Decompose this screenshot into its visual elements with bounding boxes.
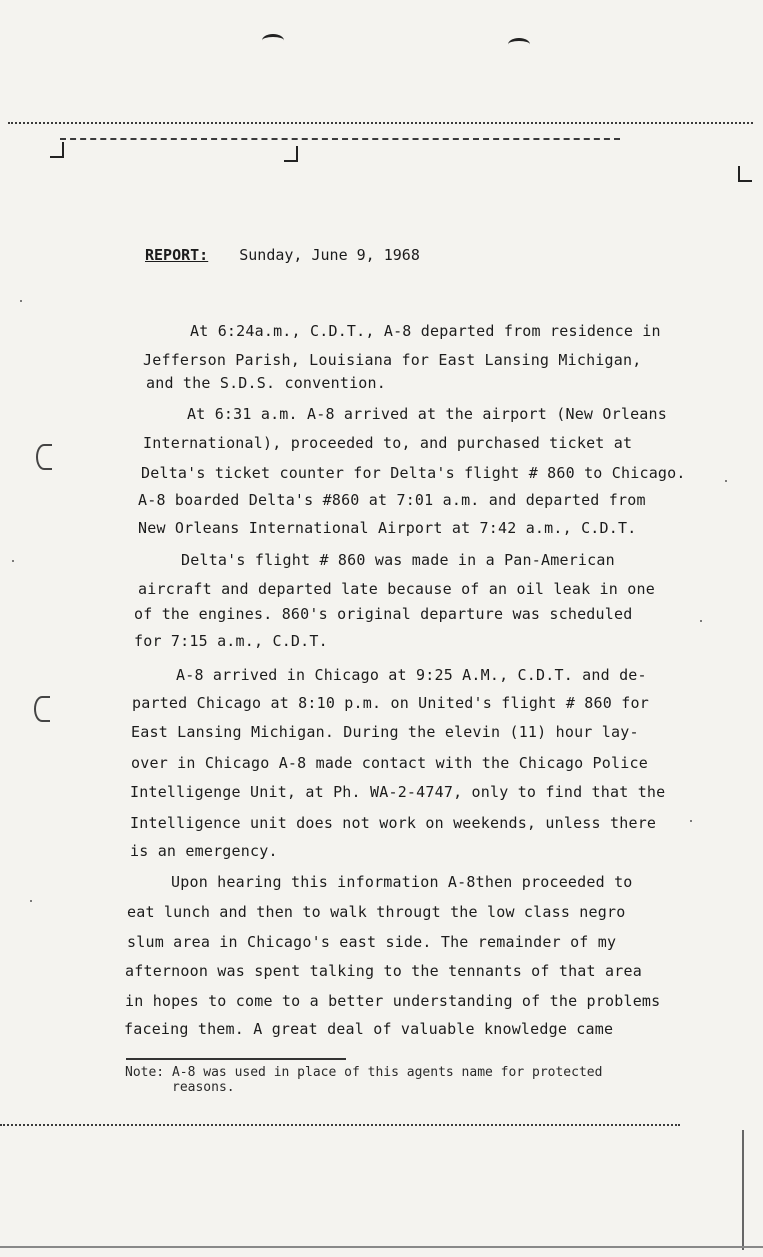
body-line: International), proceeded to, and purchased ticket at xyxy=(143,434,633,452)
body-line: over in Chicago A-8 made contact with the Chicago Police xyxy=(131,754,648,772)
page-edge-mark xyxy=(742,1130,745,1250)
speck xyxy=(20,300,22,302)
body-line: is an emergency. xyxy=(130,842,278,860)
body-line: Delta's ticket counter for Delta's flight # 860 to Chicago. xyxy=(141,464,686,482)
header-dotted-rule-2 xyxy=(60,138,620,140)
body-line: aircraft and departed late because of an oil leak in one xyxy=(138,580,655,598)
page-bottom-edge xyxy=(0,1246,763,1248)
speck xyxy=(700,620,702,622)
body-line: Jefferson Parish, Louisiana for East Lansing Michigan, xyxy=(143,351,642,369)
body-line: Upon hearing this information A-8then proceeded to xyxy=(171,873,633,891)
body-line: and the S.D.S. convention. xyxy=(146,374,386,392)
body-line: Delta's flight # 860 was made in a Pan-American xyxy=(181,551,615,569)
footnote-rule xyxy=(126,1058,346,1060)
margin-hole-mark xyxy=(34,696,50,722)
body-line: parted Chicago at 8:10 p.m. on United's flight # 860 for xyxy=(132,694,649,712)
body-line: faceing them. A great deal of valuable knowledge came xyxy=(124,1020,614,1038)
speck xyxy=(12,560,14,562)
speck xyxy=(690,820,692,822)
body-line: Intelligenge Unit, at Ph. WA-2-4747, only to find that the xyxy=(130,783,666,801)
corner-mark xyxy=(284,146,298,162)
body-line: A-8 arrived in Chicago at 9:25 A.M., C.D.T. and de- xyxy=(176,666,647,684)
footnote-line: Note: A-8 was used in place of this agents name for protected xyxy=(125,1065,603,1080)
body-line: slum area in Chicago's east side. The remainder of my xyxy=(127,933,617,951)
speck xyxy=(725,480,727,482)
header-dotted-rule xyxy=(8,122,753,124)
corner-mark xyxy=(738,166,752,182)
body-line: East Lansing Michigan. During the elevin (11) hour lay- xyxy=(131,723,639,741)
body-line: At 6:31 a.m. A-8 arrived at the airport (New Orleans xyxy=(187,405,667,423)
body-line: eat lunch and then to walk througt the low class negro xyxy=(127,903,626,921)
punch-mark-left xyxy=(262,34,284,47)
body-line: in hopes to come to a better understanding of the problems xyxy=(125,992,661,1010)
body-line: A-8 boarded Delta's #860 at 7:01 a.m. and departed from xyxy=(138,491,646,509)
body-line: of the engines. 860's original departure was scheduled xyxy=(134,605,633,623)
body-line: afternoon was spent talking to the tennants of that area xyxy=(125,962,642,980)
report-date: Sunday, June 9, 1968 xyxy=(239,246,420,264)
speck xyxy=(30,900,32,902)
body-line: New Orleans International Airport at 7:42 a.m., C.D.T. xyxy=(138,519,637,537)
corner-mark xyxy=(50,142,64,158)
footnote-line: reasons. xyxy=(172,1080,235,1095)
body-line: Intelligence unit does not work on weekends, unless there xyxy=(130,814,657,832)
report-label: REPORT: xyxy=(145,246,209,264)
bottom-dotted-rule xyxy=(0,1124,680,1126)
punch-mark-right xyxy=(508,38,530,51)
report-heading xyxy=(145,246,420,264)
body-line: At 6:24a.m., C.D.T., A-8 departed from residence in xyxy=(190,322,661,340)
body-line: for 7:15 a.m., C.D.T. xyxy=(134,632,328,650)
margin-hole-mark xyxy=(36,444,52,470)
